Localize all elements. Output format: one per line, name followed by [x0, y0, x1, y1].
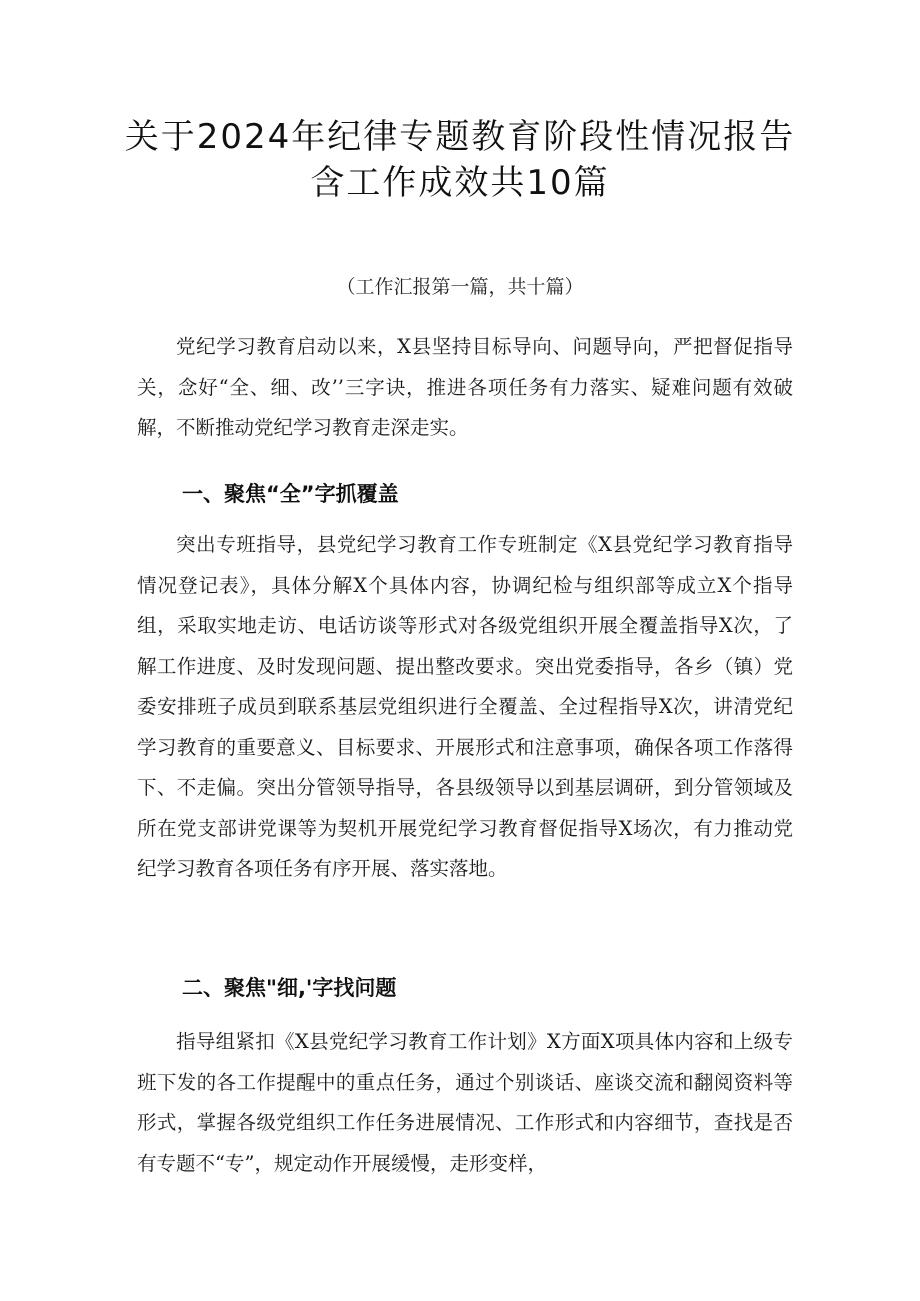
section-heading-1: 一、聚焦“全”字抓覆盖: [182, 482, 399, 506]
document-title-line2: 含工作成效共10篇: [310, 163, 610, 203]
section-paragraph-2: 指导组紧扣《X县党纪学习教育工作计划》X方面X项具体内容和上级专班下发的各工作提醒中的重点任务，通过个别谈话、座谈交流和翻阅资料等形式，掌握各级党组织工作任务进展情况、工作形式和内容细节，查找是否有专题不“专”，规定动作开展缓慢，走形变样，: [137, 1030, 793, 1175]
document-title-line1: 关于2024年纪律专题教育阶段性情况报告: [124, 117, 796, 157]
section-heading-2: 二、聚焦"细,'字找问题: [182, 976, 397, 1000]
document-subtitle: （工作汇报第一篇，共十篇）: [336, 276, 584, 298]
intro-paragraph: 党纪学习教育启动以来，X县坚持目标导向、问题导向，严把督促指导关，念好“全、细、改’’三字诀，推进各项任务有力落实、疑难问题有效破解，不断推动党纪学习教育走深走实。: [137, 335, 793, 439]
section-paragraph-1: 突出专班指导，县党纪学习教育工作专班制定《X县党纪学习教育指导情况登记表》，具体分解X个具体内容，协调纪检与组织部等成立X个指导组，采取实地走访、电话访谈等形式对各级党组织开展全覆盖指导X次，了解工作进度、及时发现问题、提出整改要求。突出党委指导，各乡（镇）党委安排班子成员到联系基层党组织进行全覆盖、全过程指导X次，讲清党纪学习教育的重要意义、目标要求、开展形式和注意事项，确保各项工作落得下、不走偏。突出分管领导指导，各县级领导以到基层调研，到分管领域及所在党支部讲党课等为契机开展党纪学习教育督促指导X场次，有力推动党纪学习教育各项任务有序开展、落实落地。: [137, 533, 793, 880]
